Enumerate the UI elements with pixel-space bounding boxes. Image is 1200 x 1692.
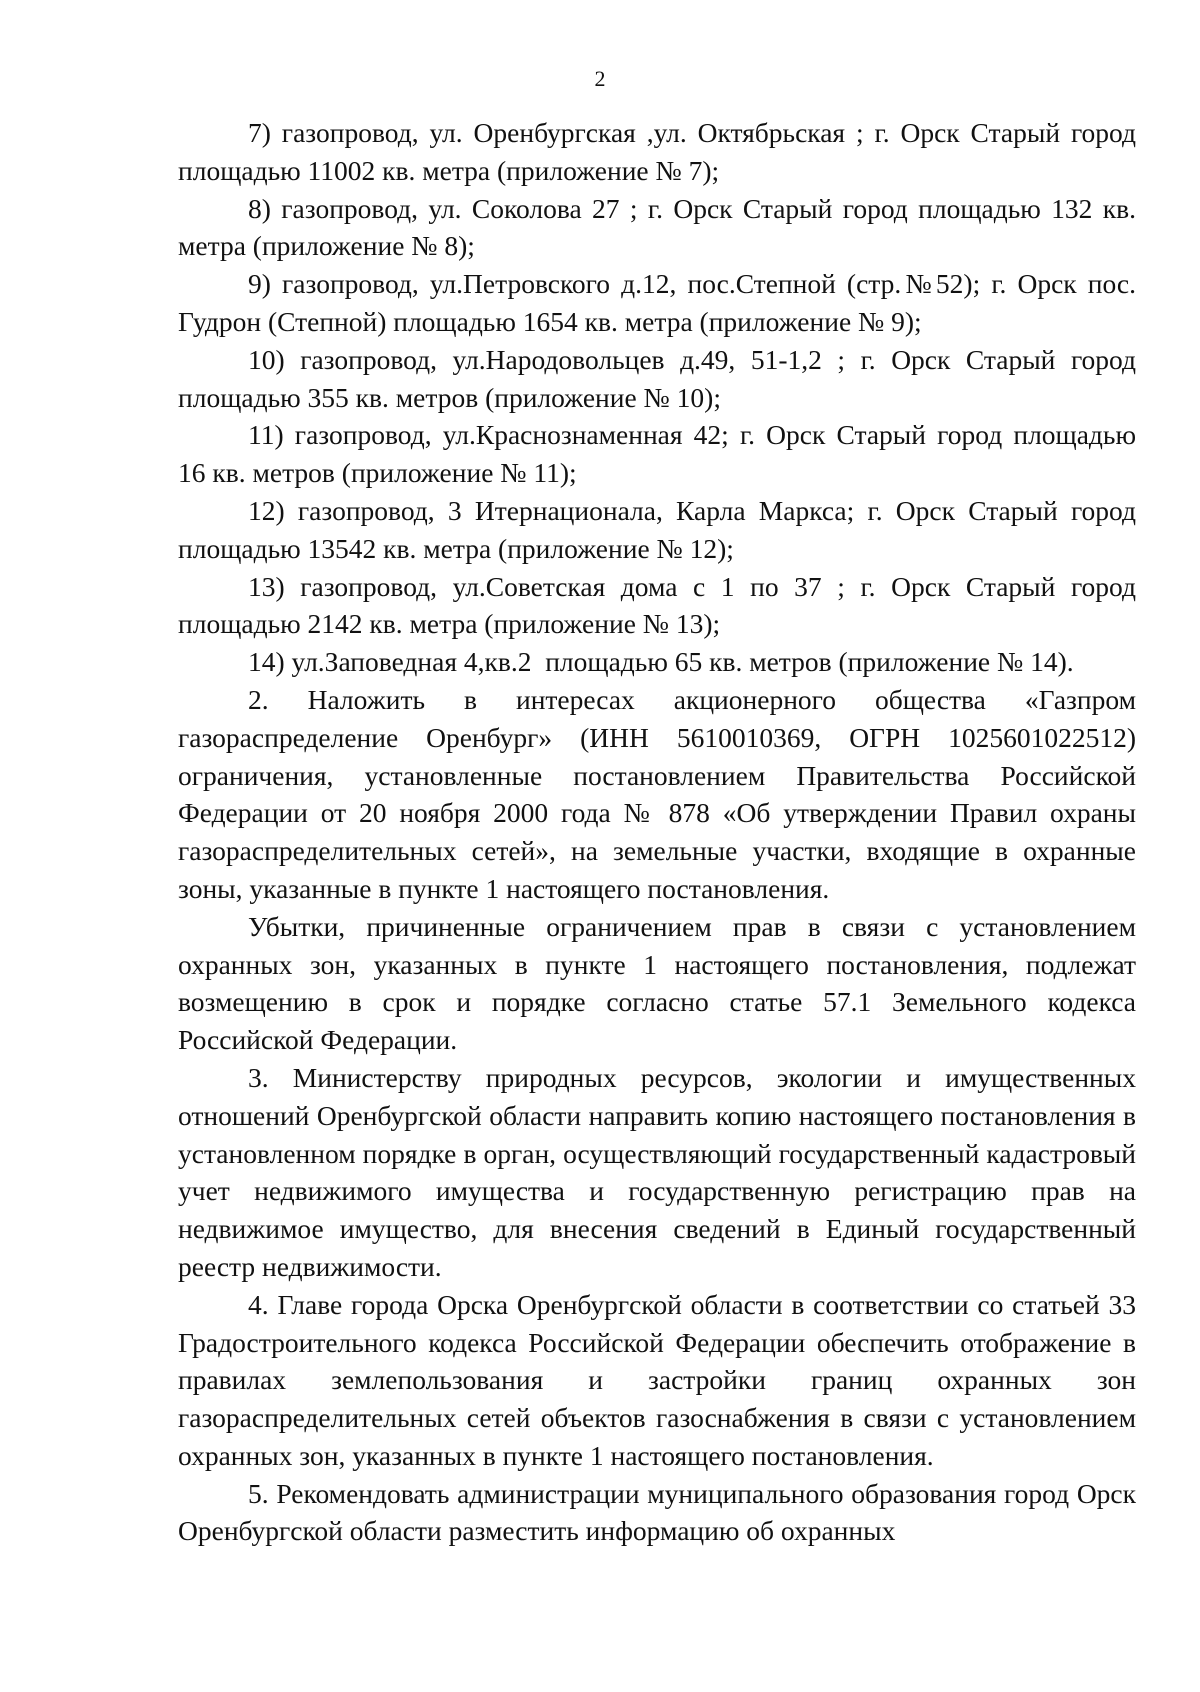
list-item-8: 8) газопровод, ул. Соколова 27 ; г. Орск Старый город площадью 132 кв. метра (приложение № 8); [178, 192, 1143, 262]
list-item-7: 7) газопровод, ул. Оренбургская ,ул. Октябрьская ; г. Орск Старый город площадью 11002 кв. метра (приложение № 7); [178, 117, 1143, 186]
paragraph-3-ministry: 3. Министерству природных ресурсов, экологии и имущественных отношений Оренбургской области направить копию настоящего постановления в установленном порядке в орган, осуществляющий государственный кадастровый учет недвижимого имущества и государственную регистрацию прав на недвижимое имущество, для внесения сведений в Единый государственный реестр недвижимости. [178, 1061, 1143, 1282]
page-number: 2 [594, 66, 606, 91]
paragraph-losses: Убытки, причиненные ограничением прав в связи с установлением охранных зон, указанных в пункте 1 настоящего постановления, подлежат возмещению в срок и порядке согласно статье 57.1 Земельного кодекса Российской Федерации. [178, 910, 1143, 1056]
paragraph-4-head-of-city: 4. Главе города Орска Оренбургской области в соответствии со статьей 33 Градостроительного кодекса Российской Федерации обеспечить отображение в правилах землепользования и застройки границ охранных зон газораспределительных сетей объектов газоснабжения в связи с установлением охранных зон, указанных в пункте 1 настоящего постановления. [178, 1288, 1143, 1471]
document-body [178, 114, 1143, 1550]
paragraph-2-restrictions: 2. Наложить в интересах акционерного общества «Газпром газораспределение Оренбург» (ИНН 5610010369, ОГРН 1025601022512) ограничения, установленные постановлением Правительства Российской Федерации от 20 ноября 2000 года № 878 «Об утверждении Правил охраны газораспределительных сетей», на земельные участки, входящие в охранные зоны, указанные в пункте 1 настоящего постановления. [178, 683, 1143, 904]
list-item-13: 13) газопровод, ул.Советская дома с 1 по 37 ; г. Орск Старый город площадью 2142 кв. метра (приложение № 13); [178, 570, 1143, 640]
list-item-9: 9) газопровод, ул.Петровского д.12, пос.Степной (стр.№52); г. Орск пос. Гудрон (Степной) площадью 1654 кв. метра (приложение № 9); [178, 268, 1143, 337]
list-item-14: 14) ул.Заповедная 4,кв.2 площадью 65 кв. метров (приложение № 14). [248, 646, 1074, 678]
list-item-12: 12) газопровод, 3 Итернационала, Карла Маркса; г. Орск Старый город площадью 13542 кв. метра (приложение № 12); [178, 494, 1143, 564]
paragraph-5-recommendation: 5. Рекомендовать администрации муниципального образования город Орск Оренбургской области разместить информацию об охранных [178, 1477, 1143, 1547]
list-item-10: 10) газопровод, ул.Народовольцев д.49, 51-1,2 ; г. Орск Старый город площадью 355 кв. метров (приложение № 10); [178, 343, 1143, 413]
list-item-11: 11) газопровод, ул.Краснознаменная 42; г. Орск Старый город площадью 16 кв. метров (приложение № 11); [178, 419, 1143, 489]
